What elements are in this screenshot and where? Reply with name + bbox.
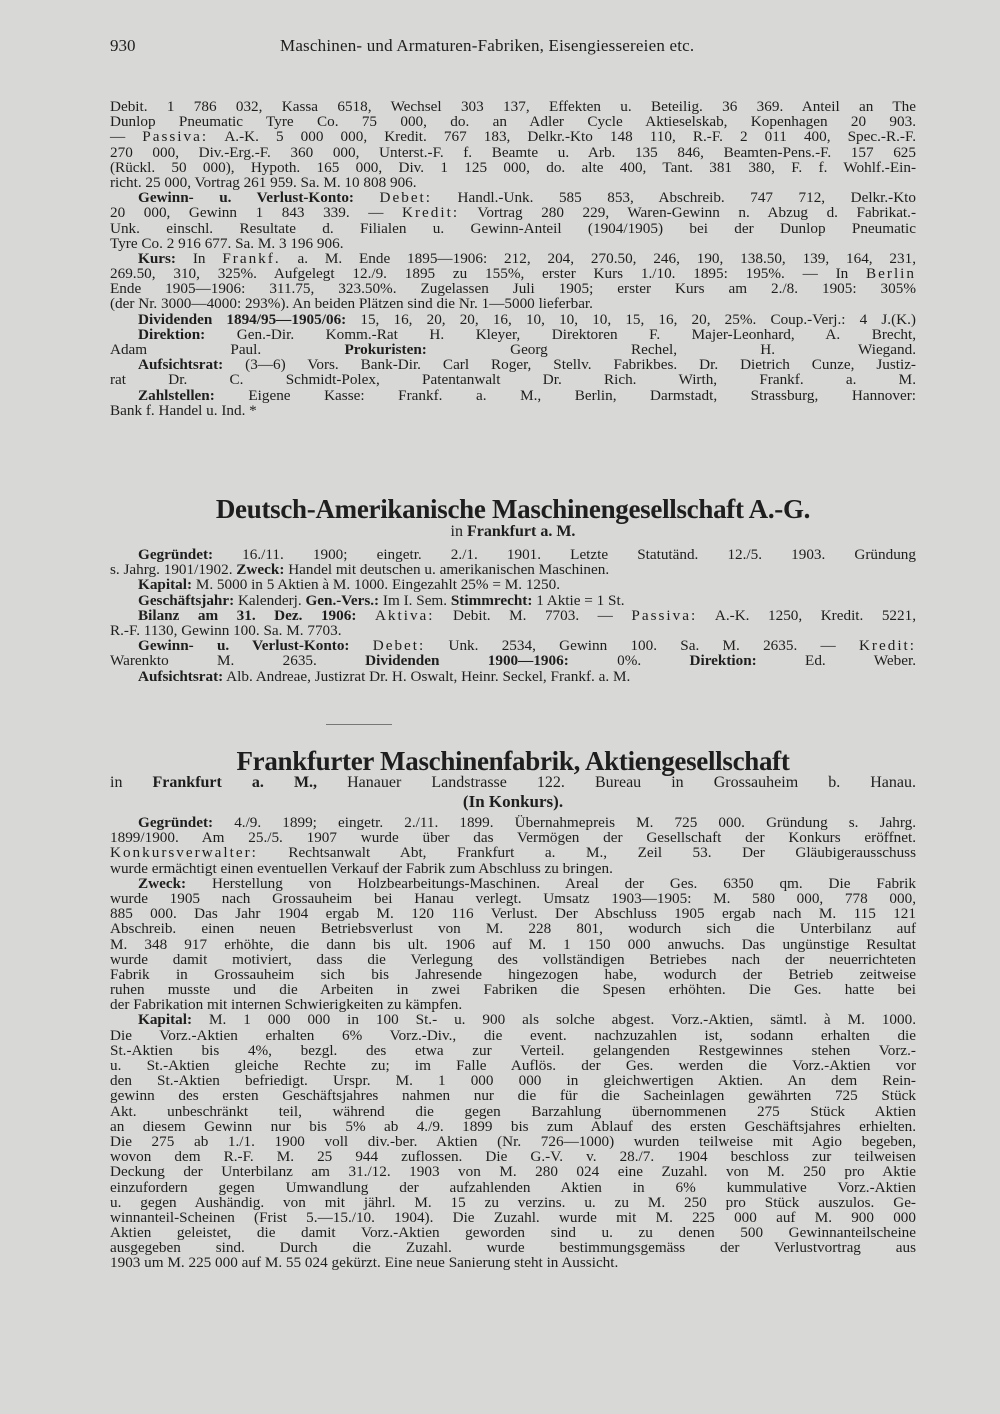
text-line: [110, 981, 916, 999]
text-line: [110, 251, 916, 266]
text-segment: 1903 um M. 225 000 auf M. 55 024 gekürzt. Eine neue Sanierung steht in Aussicht.: [110, 1254, 619, 1272]
text-segment: (der Nr. 3000—4000: 293%). An beiden Plätzen sind die Nr. 1—5000 lieferbar.: [110, 295, 593, 313]
company-location: [110, 774, 916, 792]
location-city: Frankfurt a. M.,: [152, 774, 318, 791]
text-line: [110, 357, 916, 372]
text-segment: wurde 1905 nach Grossauheim bei Hanau verlegt. Umsatz 1903—1905: M. 580 000, 778 000,: [110, 889, 916, 907]
text-line: [110, 145, 916, 160]
text-segment: 0%.: [568, 652, 690, 670]
text-segment: Die 275 ab 1./1. 1900 voll div.-ber. Aktien (Nr. 726—1000) wurden teilweise mit Agio begeben,: [110, 1132, 916, 1150]
text-segment: Debit. 1 786 032, Kassa 6518, Wechsel 303 137, Effekten u. Beteilig. 36 369. Anteil an The: [110, 98, 916, 115]
bold-label: Geschäftsjahr:: [138, 591, 235, 609]
text-segment: Berlin: [866, 265, 916, 283]
text-segment: Dunlop Pneumatic Tyre Co. 75 000, do. an Adler Cycle Aktieselskab, Kopenhagen 20 903.: [110, 113, 916, 131]
text-segment: Ed. Weber.: [756, 652, 917, 670]
bold-label: Direktion:: [138, 325, 206, 343]
text-segment: Tyre Co. 2 916 677. Sa. M. 3 196 906.: [110, 234, 344, 252]
text-segment: Georg Rechel, H. Wiegand.: [426, 341, 917, 358]
text-line: [110, 372, 916, 387]
text-line: [110, 593, 916, 608]
text-segment: wurde ermächtigt einen eventuellen Verkauf der Fabrik zum Abschluss zu bringen.: [110, 859, 613, 877]
text-segment: In: [175, 249, 223, 267]
text-segment: 885 000. Das Jahr 1904 ergab M. 120 116 Verlust. Der Abschluss 1905 ergab nach M. 115 121: [110, 905, 916, 923]
text-segment: 269.50, 310, 325%. Aufgelegt 12./9. 1895 zu 155%, erster Kurs 1./10. 1895: 195%. — In: [110, 265, 867, 283]
text-segment: s. Jahrg. 1901/1902.: [110, 561, 237, 579]
text-segment: richt. 25 000, Vortrag 261 959. Sa. M. 10 808 906.: [110, 173, 417, 191]
text-segment: gewinn des ersten Geschäftsjahres nahmen nur die für die Sacheinlagen gewährten 725 Stück: [110, 1087, 916, 1105]
text-line: [110, 221, 916, 236]
text-line: [110, 403, 916, 418]
bold-label: Zweck:: [138, 874, 187, 892]
text-segment: Adam Paul.: [110, 341, 345, 358]
text-line: [110, 653, 916, 668]
text-line: [110, 175, 916, 190]
bold-label: Bilanz am 31. Dez. 1906:: [138, 606, 357, 624]
text-segment: Eigene Kasse: Frankf. a. M., Berlin, Darmstadt, Strassburg, Hannover:: [214, 386, 916, 404]
text-segment: Frankf.: [222, 249, 281, 267]
text-segment: Deckung der Unterbilanz am 31./12. 1903 von M. 280 024 eine Zuzahl. von M. 250 pro Aktie: [110, 1163, 916, 1181]
text-segment: Kredit:: [402, 204, 460, 222]
bold-label: Zweck:: [236, 561, 285, 579]
text-segment: ausgegeben sind. Durch die Zuzahl. wurde bestimmungsgemäss der Verlustvortrag aus: [110, 1239, 916, 1257]
text-line: [110, 829, 916, 847]
text-segment: wovon dem R.-F. M. 25 944 zuflossen. Die G.-V. v. 28./7. 1904 beschloss zur teilweisen: [110, 1148, 916, 1166]
text-segment: a. M. Ende 1895—1906: 212, 204, 270.50, 246, 190, 138.50, 139, 164, 231,: [280, 249, 917, 267]
previous-company-continuation: [110, 99, 916, 418]
text-segment: Abschreib. einen neuen Betriebsverlust von M. 228 801, wodurch sich die Unterbilanz auf: [110, 920, 916, 938]
text-segment: M. 348 917 erhöhte, die dann bis ult. 1906 auf M. 1 150 000 anwuchs. Das ungünstige Resultat: [110, 935, 916, 953]
bold-label: Gegründet:: [138, 546, 214, 563]
text-segment: Debet:: [379, 189, 432, 207]
company-entry-deutsch-amerikanische: [110, 547, 916, 684]
location-prefix: in: [450, 523, 463, 540]
text-segment: winnanteil-Scheinen (Frist 5.—15./10. 1904). Die Zuzahl. wurde mit M. 225 000 auf M. 900 000: [110, 1208, 916, 1226]
company-title-frankfurter-maschinenfabrik: Frankfurter Maschinenfabrik, Aktiengesellschaft: [236, 746, 790, 776]
bold-label: Direktion:: [689, 652, 757, 670]
text-line: [110, 920, 916, 938]
bold-label: Kapital:: [138, 1011, 193, 1029]
text-segment: R.-F. 1130, Gewinn 100. Sa. M. 7703.: [110, 621, 342, 639]
location-city: Frankfurt a. M.: [467, 523, 576, 540]
section-divider: [326, 724, 392, 725]
bold-label: Dividenden 1894/95—1905/06:: [138, 310, 347, 328]
bold-label: Kapital:: [138, 576, 193, 594]
company-entry-frankfurter-maschinenfabrik: [110, 814, 916, 1270]
text-segment: ruhen musste und die Arbeiten in zwei Fabriken die Spesen erhöhten. Die Ges. hatte bei: [110, 981, 916, 999]
text-segment: 1 Aktie = 1 St.: [532, 591, 625, 609]
text-line: [110, 860, 916, 875]
text-segment: Kredit:: [858, 637, 916, 655]
text-line: [110, 1042, 916, 1057]
text-segment: Gen.-Dir. Komm.-Rat H. Kleyer, Direktoren F. Majer-Leonhard, A. Brecht,: [205, 325, 916, 343]
text-segment: rat Dr. C. Schmidt-Polex, Patentanwalt Dr. Rich. Wirth, Frankf. a. M.: [110, 371, 916, 389]
text-line: [110, 562, 916, 577]
text-segment: 15, 16, 20, 20, 16, 10, 10, 10, 15, 16, 20, 25%. Coup.-Verj.: 4 J.(K.): [346, 310, 916, 328]
text-line: [110, 1224, 916, 1242]
text-line: [110, 966, 916, 981]
text-line: [110, 190, 916, 205]
text-line: [110, 236, 916, 251]
text-line: [110, 1254, 916, 1272]
page-header: [110, 36, 910, 60]
text-segment: der Fabrikation mit internen Schwierigkeiten zu kämpfen.: [110, 996, 463, 1014]
text-line: [110, 281, 916, 296]
text-segment: [356, 607, 375, 624]
text-segment: Unk. 2534, Gewinn 100. Sa. M. 2635. —: [425, 637, 859, 655]
text-segment: Debit. M. 7703. —: [434, 606, 632, 624]
text-segment: M. 5000 in 5 Aktien à M. 1000. Eingezahlt 25% = M. 1250.: [192, 576, 560, 594]
text-segment: M. 1 000 000 in 100 St.- u. 900 als solche abgest. Vorz.-Aktien, sämtl. à M. 1000.: [192, 1011, 916, 1029]
text-segment: (Rückl. 50 000), Hypoth. 165 000, Div. 1 125 000, do. alte 400, Tant. 381 380, F. f. Wohlf.-Ein-: [110, 158, 916, 176]
company-location: [110, 523, 916, 541]
text-segment: Debet:: [372, 637, 426, 655]
text-line: [110, 114, 916, 129]
text-line: [110, 296, 916, 311]
text-line: [110, 608, 916, 623]
text-segment: Im I. Sem.: [379, 591, 451, 609]
text-segment: (3—6) Vors. Bank-Dir. Carl Roger, Stellv. Fabrikbes. Dr. Dietrich Cunze, Justiz-: [223, 356, 916, 374]
text-segment: Aktiva:: [374, 606, 435, 624]
text-line: [110, 312, 916, 327]
text-line: [110, 205, 916, 220]
text-line: [110, 266, 916, 281]
text-line: [110, 160, 916, 175]
company-title-deutsch-amerikanische: Deutsch-Amerikanische Maschinengesellschaft A.-G.: [215, 494, 811, 524]
text-line: [110, 875, 916, 890]
text-line: [110, 844, 916, 862]
text-line: [110, 129, 916, 144]
bold-label: Stimmrecht:: [450, 591, 533, 609]
text-segment: 270 000, Div.-Erg.-F. 360 000, Unterst.-F. f. Beamte u. Arb. 135 846, Beamten-Pens.-F. 157 625: [110, 143, 916, 161]
bold-label: Aufsichtsrat:: [138, 667, 224, 685]
text-segment: wurde damit motiviert, dass die Verlegung des vollständigen Betriebes nach der neuerrichteten: [110, 950, 916, 968]
text-segment: Ende 1905—1906: 311.75, 323.50%. Zugelassen Juli 1905; erster Kurs am 2./8. 1905: 305%: [110, 280, 916, 298]
text-segment: Bank f. Handel u. Ind. *: [110, 401, 257, 419]
text-segment: 20 000, Gewinn 1 843 339. —: [110, 204, 403, 222]
text-line: [110, 1194, 916, 1209]
text-line: [110, 1103, 916, 1118]
text-line: [110, 1027, 916, 1042]
text-segment: Vortrag 280 229, Waren-Gewinn n. Abzug d. Fabrikat.-: [459, 204, 917, 222]
text-segment: Kalenderj.: [234, 591, 306, 609]
text-line: [110, 1239, 916, 1257]
text-segment: Rechtsanwalt Abt, Frankfurt a. M., Zeil 53. Der Gläubigerausschuss: [257, 844, 916, 862]
text-line: [110, 99, 916, 114]
text-segment: Die Vorz.-Aktien erhalten 6% Vorz.-Div., die event. nachzuzahlen ist, sodann erhalten die: [110, 1026, 916, 1044]
text-line: [110, 388, 916, 403]
text-segment: Passiva:: [631, 606, 698, 624]
text-segment: 4./9. 1899; eingetr. 2./11. 1899. Übernahmepreis M. 725 000. Gründung s. Jahrg.: [213, 814, 916, 831]
bold-label: Gen.-Vers.:: [305, 591, 380, 609]
text-segment: 16./11. 1900; eingetr. 2./1. 1901. Letzte Statutänd. 12./5. 1903. Gründung: [213, 546, 916, 563]
bold-label: Zahlstellen:: [138, 386, 215, 404]
bold-label: Dividenden 1900—1906:: [365, 652, 569, 670]
bold-label: Aufsichtsrat:: [138, 356, 224, 374]
bold-label: Gewinn- u. Verlust-Konto:: [138, 637, 350, 655]
text-line: [110, 1148, 916, 1166]
text-line: [110, 1163, 916, 1181]
text-line: [110, 1011, 916, 1029]
text-segment: Unk. einschl. Resultate d. Filialen u. Gewinn-Anteil (1904/1905) bei der Dunlop Pneumatic: [110, 219, 916, 237]
text-line: [110, 547, 916, 562]
bold-label: Kurs:: [138, 249, 176, 267]
text-line: [110, 669, 916, 684]
text-line: [110, 951, 916, 966]
text-segment: 1899/1900. Am 25./5. 1907 wurde über das Vermögen der Gesellschaft der Konkurs eröffnet.: [110, 829, 916, 847]
text-line: [110, 1179, 916, 1194]
bold-label: Prokuristen:: [344, 341, 427, 358]
text-line: [110, 890, 916, 905]
text-line: [110, 1087, 916, 1105]
text-line: [110, 905, 916, 923]
text-segment: Konkursverwalter:: [110, 844, 258, 862]
text-segment: einzufordern gegen Umwandlung der aufzahlenden Aktien in 6% kummulative Vorz.-Aktien: [110, 1178, 916, 1196]
text-segment: Herstellung von Holzbearbeitungs-Maschinen. Areal der Ges. 6350 qm. Die Fabrik: [186, 874, 916, 892]
bold-label: Gewinn- u. Verlust-Konto:: [138, 189, 354, 207]
text-segment: den St.-Aktien befriedigt. Urspr. M. 1 000 000 in gleichwertigen Aktien. An dem Rein-: [110, 1072, 916, 1090]
text-line: [110, 577, 916, 592]
text-line: [110, 1133, 916, 1148]
text-segment: Akt. unbeschränkt teil, während die gegen Barzahlung übernommenen 275 Stück Aktien: [110, 1102, 916, 1120]
text-segment: St.-Aktien bis 4%, bezgl. des etwa zur Verteil. gelangenden Restgewinnes stehen Vorz.-: [110, 1041, 916, 1059]
text-segment: Handel mit deutschen u. amerikanischen Maschinen.: [284, 561, 610, 579]
text-line: [110, 638, 916, 653]
text-segment: —: [110, 128, 143, 146]
text-segment: A.-K. 1250, Kredit. 5221,: [697, 606, 917, 624]
text-line: [110, 1057, 916, 1072]
text-segment: Passiva:: [142, 128, 209, 146]
text-line: [110, 1072, 916, 1090]
text-segment: A.-K. 5 000 000, Kredit. 767 183, Delkr.-Kto 148 110, R.-F. 2 011 400, Spec.-R.-F.: [208, 128, 916, 146]
text-segment: u. St.-Aktien gleiche Rechte zu; im Falle Auflös. der Ges. werden die Vorz.-Aktien vor: [110, 1057, 916, 1074]
text-line: [110, 327, 916, 342]
text-segment: an diesem Gewinn nur bis 5% ab 4./9. 1899 bis zum Ablauf des ersten Geschäftsjahres erhielten.: [110, 1117, 916, 1135]
text-segment: u. gegen Aushändig. von mit jährl. M. 15 zu verzins. u. zu M. 250 pro Stück auszulos. Ge-: [110, 1193, 916, 1211]
location-prefix: in: [110, 774, 123, 791]
text-line: [110, 996, 916, 1014]
running-title: Maschinen- und Armaturen-Fabriken, Eisengiessereien etc.: [280, 36, 695, 55]
page-number: 930: [110, 36, 136, 55]
company-address: Hanauer Landstrasse 122. Bureau in Grossauheim b. Hanau.: [347, 774, 917, 791]
text-line: [110, 342, 916, 357]
bold-label: Gegründet:: [138, 814, 214, 831]
text-line: [110, 623, 916, 638]
text-segment: Fabrik in Grossauheim sich bis Jahresende hingezogen habe, wodurch der Betrieb zeitweise: [110, 965, 916, 983]
text-segment: Aktien geleistet, die damit Vorz.-Aktien geworden sind u. zu denen 500 Gewinnanteilscheine: [110, 1224, 916, 1242]
text-line: [110, 936, 916, 951]
text-line: [110, 1118, 916, 1133]
text-segment: Warenkto M. 2635.: [110, 652, 366, 670]
text-segment: Handl.-Unk. 585 853, Abschreib. 747 712, Delkr.-Kto: [432, 189, 916, 207]
company-status: (In Konkurs).: [462, 792, 564, 811]
text-segment: Alb. Andreae, Justizrat Dr. H. Oswalt, Heinr. Seckel, Frankf. a. M.: [223, 667, 631, 685]
text-line: [110, 814, 916, 829]
text-line: [110, 1209, 916, 1224]
